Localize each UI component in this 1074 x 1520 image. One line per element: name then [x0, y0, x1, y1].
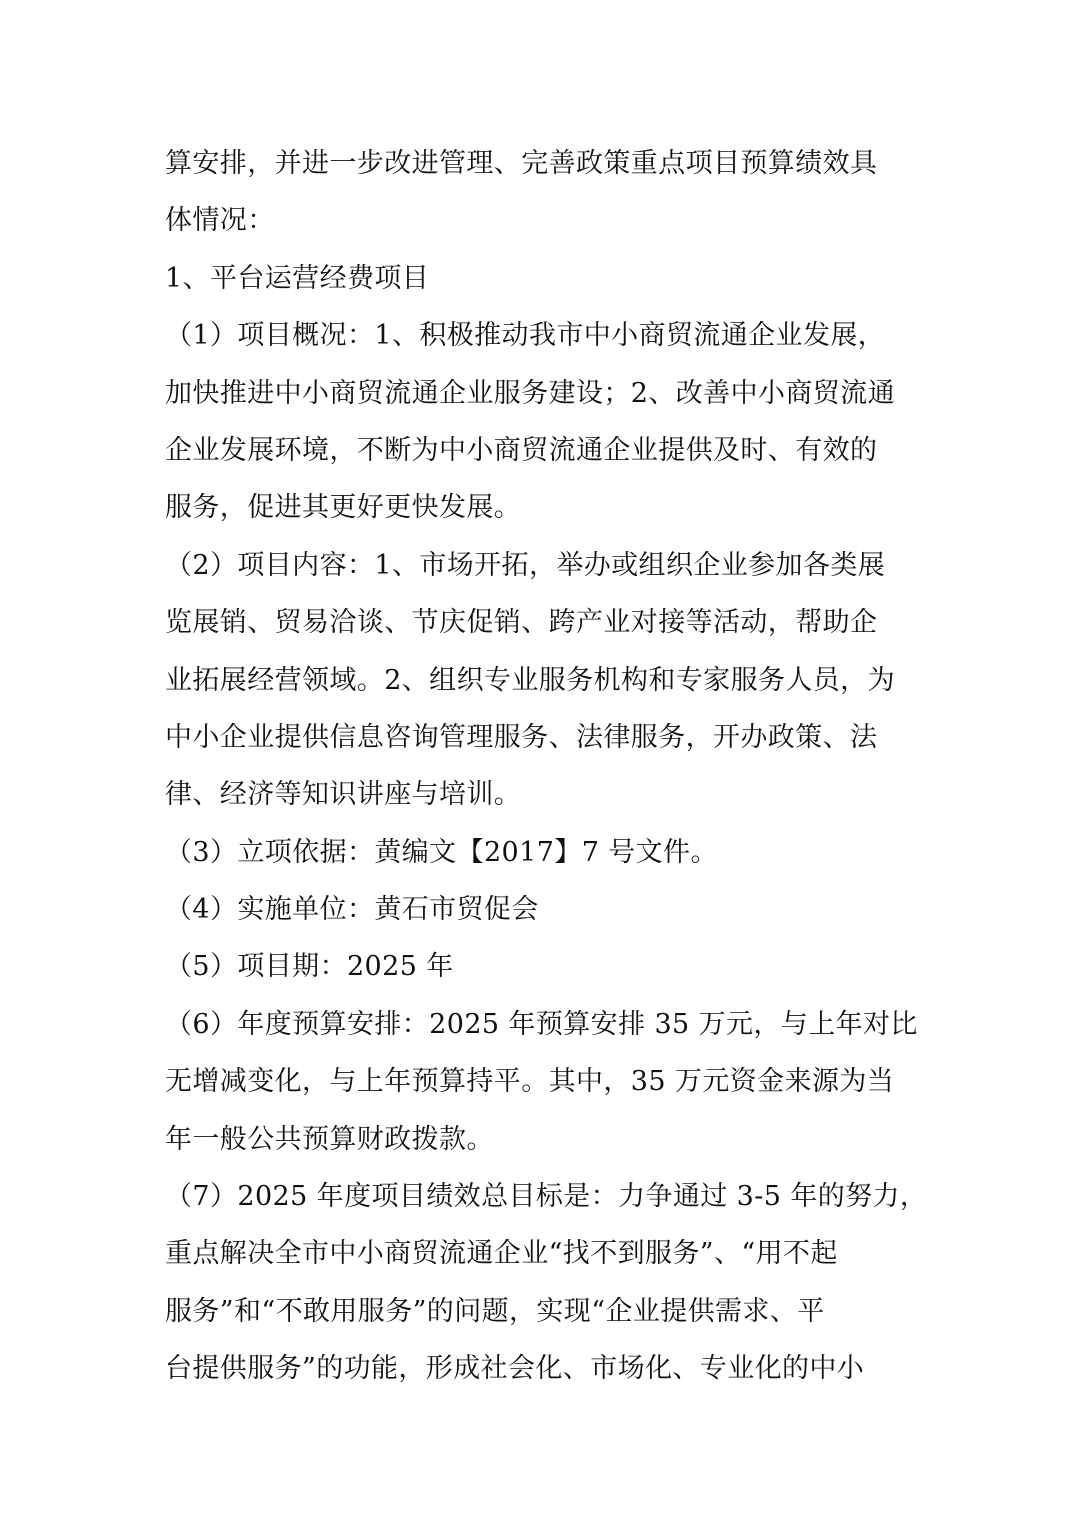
- text-line: 加快推进中小商贸流通企业服务建设；2、改善中小商贸流通: [165, 377, 895, 409]
- paragraph-project-period: [165, 938, 915, 995]
- text-line: （3）立项依据：黄编文【2017】7 号文件。: [165, 836, 718, 868]
- text-line: 年一般公共预算财政拨款。: [165, 1123, 494, 1155]
- paragraph-intro: [165, 135, 915, 250]
- text-line: （2）项目内容：1、市场开拓，举办或组织企业参加各类展: [165, 549, 886, 581]
- text-line: 体情况：: [165, 205, 275, 237]
- text-line: 览展销、贸易洽谈、节庆促销、跨产业对接等活动，帮助企: [165, 607, 878, 639]
- text-line: 重点解决全市中小商贸流通企业“找不到服务”、“用不起: [165, 1238, 838, 1270]
- paragraph-implementing-unit: [165, 881, 915, 938]
- text-line: 服务”和“不敢用服务”的问题，实现“企业提供需求、平: [165, 1295, 825, 1327]
- text-line: 中小企业提供信息咨询管理服务、法律服务，开办政策、法: [165, 721, 878, 753]
- paragraph-project-basis: [165, 824, 915, 881]
- text-line: 1、平台运营经费项目: [165, 262, 430, 294]
- text-line: 算安排，并进一步改进管理、完善政策重点项目预算绩效具: [165, 148, 878, 179]
- text-line: （1）项目概况：1、积极推动我市中小商贸流通企业发展，: [165, 320, 886, 352]
- document-body: [165, 135, 928, 1398]
- paragraph-project-content: [165, 537, 915, 824]
- text-line: 业拓展经营领域。2、组织专业服务机构和专家服务人员，为: [165, 664, 895, 696]
- paragraph-performance-goal: [165, 1168, 928, 1398]
- text-line: 律、经济等知识讲座与培训。: [165, 779, 522, 811]
- text-line: 无增减变化，与上年预算持平。其中，35 万元资金来源为当: [165, 1066, 895, 1098]
- paragraph-annual-budget: [165, 996, 918, 1168]
- text-line: 企业发展环境，不断为中小商贸流通企业提供及时、有效的: [165, 434, 878, 466]
- text-line: 服务，促进其更好更快发展。: [165, 492, 522, 524]
- paragraph-project-overview: [165, 307, 915, 537]
- text-line: （6）年度预算安排：2025 年预算安排 35 万元，与上年对比: [165, 1008, 918, 1040]
- text-line: （4）实施单位：黄石市贸促会: [165, 894, 539, 926]
- section-heading: [165, 250, 915, 307]
- text-line: （7）2025 年度项目绩效总目标是：力争通过 3-5 年的努力，: [165, 1181, 928, 1213]
- text-line: （5）项目期：2025 年: [165, 951, 454, 983]
- text-line: 台提供服务”的功能，形成社会化、市场化、专业化的中小: [165, 1353, 865, 1385]
